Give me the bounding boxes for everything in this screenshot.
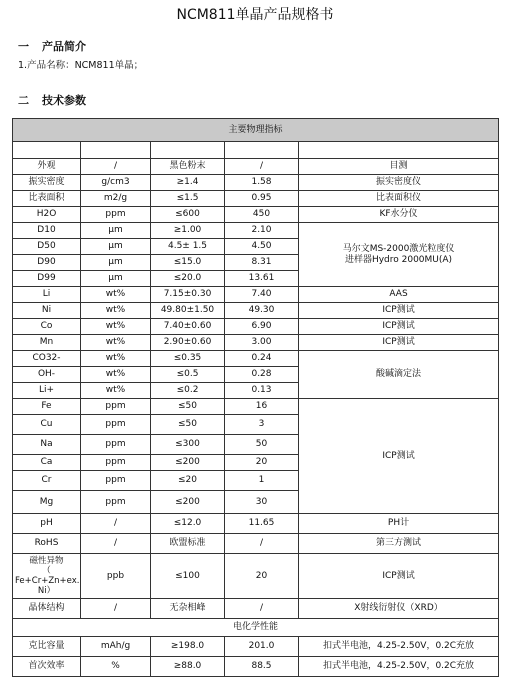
value-cell: / (225, 534, 299, 554)
table-row (13, 657, 499, 677)
spec-table (12, 118, 499, 677)
unit-cell: μm (81, 271, 151, 287)
unit-cell: / (81, 599, 151, 619)
item-cell: Fe (13, 399, 81, 415)
item-cell: Ca (13, 455, 81, 471)
item-cell: OH- (13, 367, 81, 383)
item-cell: D90 (13, 255, 81, 271)
table-row (13, 207, 499, 223)
document-title: NCM811单晶产品规格书 (176, 7, 334, 23)
spec-cell: ≤20.0 (151, 271, 225, 287)
spec-cell: 4.5± 1.5 (151, 239, 225, 255)
method-cell: 第三方测试 (299, 534, 499, 554)
value-cell: 11.65 (225, 514, 299, 534)
item-cell: Co (13, 319, 81, 335)
unit-cell: % (81, 657, 151, 677)
value-cell: 1 (225, 471, 299, 491)
spec-cell: ≤0.5 (151, 367, 225, 383)
unit-cell: wt% (81, 287, 151, 303)
method-cell: ICP测试 (299, 303, 499, 319)
method-cell: 扣式半电池，4.25-2.50V，0.2C充放 (299, 637, 499, 657)
spec-cell: ≤300 (151, 435, 225, 455)
item-cell: RoHS (13, 534, 81, 554)
unit-cell: ppb (81, 554, 151, 599)
spec-cell: 49.80±1.50 (151, 303, 225, 319)
value-cell: 50 (225, 435, 299, 455)
item-cell: 振实密度 (13, 175, 81, 191)
item-cell: pH (13, 514, 81, 534)
unit-cell: ppm (81, 435, 151, 455)
unit-cell: ppm (81, 399, 151, 415)
unit-cell: g/cm3 (81, 175, 151, 191)
spec-cell: ≤1.5 (151, 191, 225, 207)
value-cell: 201.0 (225, 637, 299, 657)
item-cell: H2O (13, 207, 81, 223)
unit-cell: / (81, 534, 151, 554)
section-2-title: 技术参数 (42, 94, 86, 107)
method-cell: AAS (299, 287, 499, 303)
method-cell: ICP测试 (299, 335, 499, 351)
value-cell: / (225, 599, 299, 619)
item-cell: D99 (13, 271, 81, 287)
table-row (13, 303, 499, 319)
table-header-row (13, 119, 499, 142)
item-cell: 外观 (13, 159, 81, 175)
item-cell: D50 (13, 239, 81, 255)
value-cell: 30 (225, 491, 299, 514)
method-cell: X射线衍射仪（XRD） (299, 599, 499, 619)
method-cell: 目测 (299, 159, 499, 175)
section-2-heading (18, 92, 86, 108)
table-row (13, 159, 499, 175)
laser-method-line-1: 马尔文MS-2000激光粒度仪 (342, 243, 455, 254)
spec-cell: ≥1.00 (151, 223, 225, 239)
item-cell: CO32- (13, 351, 81, 367)
unit-cell: m2/g (81, 191, 151, 207)
table-row (13, 191, 499, 207)
table-row (13, 514, 499, 534)
unit-cell: μm (81, 255, 151, 271)
unit-cell: / (81, 159, 151, 175)
item-cell: 磁性异物 （ Fe+Cr+Zn+ex. Ni） (13, 554, 81, 599)
table-row (13, 319, 499, 335)
table-row (13, 554, 499, 599)
spec-cell: 无杂相峰 (151, 599, 225, 619)
unit-cell: wt% (81, 335, 151, 351)
item-cell: 比表面积 (13, 191, 81, 207)
value-cell: 0.28 (225, 367, 299, 383)
value-cell: 8.31 (225, 255, 299, 271)
method-cell: 比表面积仪 (299, 191, 499, 207)
item-cell: 首次效率 (13, 657, 81, 677)
method-cell: 振实密度仪 (299, 175, 499, 191)
spec-cell: ≤200 (151, 455, 225, 471)
value-cell: 4.50 (225, 239, 299, 255)
spec-cell: ≤15.0 (151, 255, 225, 271)
unit-cell: wt% (81, 319, 151, 335)
item-cell: Mn (13, 335, 81, 351)
section-2-number: 二 (18, 94, 29, 107)
item-cell: Na (13, 435, 81, 455)
method-cell: ICP测试 (299, 554, 499, 599)
table-row (13, 175, 499, 191)
spec-cell: ≤200 (151, 491, 225, 514)
acid-method-cell: 酸碱滴定法 (299, 351, 499, 399)
spec-cell: ≤50 (151, 399, 225, 415)
value-cell: 20 (225, 455, 299, 471)
table-row (13, 399, 499, 415)
value-cell: 16 (225, 399, 299, 415)
value-cell: 88.5 (225, 657, 299, 677)
section-1-number: 一 (18, 40, 29, 53)
physical-properties-header: 主要物理指标 (13, 119, 499, 142)
item-cell: Ni (13, 303, 81, 319)
value-cell: 6.90 (225, 319, 299, 335)
unit-cell: ppm (81, 207, 151, 223)
unit-cell: wt% (81, 351, 151, 367)
spec-cell: ≤600 (151, 207, 225, 223)
table-row (13, 599, 499, 619)
value-cell: 0.13 (225, 383, 299, 399)
method-cell: KF水分仪 (299, 207, 499, 223)
table-row (13, 335, 499, 351)
spec-cell: 2.90±0.60 (151, 335, 225, 351)
item-cell: 晶体结构 (13, 599, 81, 619)
spec-cell: ≥88.0 (151, 657, 225, 677)
spec-cell: 黑色粉末 (151, 159, 225, 175)
value-cell: 3.00 (225, 335, 299, 351)
unit-cell: ppm (81, 455, 151, 471)
method-cell: 扣式半电池，4.25-2.50V，0.2C充放 (299, 657, 499, 677)
item-cell: Cu (13, 415, 81, 435)
value-cell: 1.58 (225, 175, 299, 191)
spec-cell: ≤12.0 (151, 514, 225, 534)
table-row (13, 351, 499, 367)
table-row (13, 534, 499, 554)
item-cell: D10 (13, 223, 81, 239)
item-cell: Li+ (13, 383, 81, 399)
table-row (13, 637, 499, 657)
unit-cell: wt% (81, 383, 151, 399)
unit-cell: mAh/g (81, 637, 151, 657)
spec-cell: 7.40±0.60 (151, 319, 225, 335)
unit-cell: ppm (81, 491, 151, 514)
item-cell: Cr (13, 471, 81, 491)
spec-cell: ≥198.0 (151, 637, 225, 657)
unit-cell: ppm (81, 471, 151, 491)
item-cell: Li (13, 287, 81, 303)
section-1-heading (18, 38, 86, 54)
spec-cell: ≤20 (151, 471, 225, 491)
unit-cell: wt% (81, 303, 151, 319)
value-cell: / (225, 159, 299, 175)
value-cell: 7.40 (225, 287, 299, 303)
spec-cell: ≥1.4 (151, 175, 225, 191)
spec-cell: 7.15±0.30 (151, 287, 225, 303)
unit-cell: μm (81, 223, 151, 239)
value-cell: 20 (225, 554, 299, 599)
unit-cell: ppm (81, 415, 151, 435)
section-1-title: 产品简介 (42, 40, 86, 53)
electrochemical-header: 电化学性能 (13, 619, 499, 637)
table-row (13, 223, 499, 239)
value-cell: 450 (225, 207, 299, 223)
value-cell: 0.24 (225, 351, 299, 367)
method-cell: ICP测试 (299, 319, 499, 335)
item-cell: Mg (13, 491, 81, 514)
product-name-line: 1.产品名称：NCM811单晶； (18, 60, 144, 71)
unit-cell: wt% (81, 367, 151, 383)
value-cell: 49.30 (225, 303, 299, 319)
impurity-method-cell: ICP测试 (299, 399, 499, 514)
value-cell: 3 (225, 415, 299, 435)
value-cell: 0.95 (225, 191, 299, 207)
laser-method-line-2: 进样器Hydro 2000MU(A) (344, 254, 453, 265)
spec-cell: 欧盟标准 (151, 534, 225, 554)
laser-method-cell (299, 223, 499, 287)
spec-cell: ≤50 (151, 415, 225, 435)
unit-cell: / (81, 514, 151, 534)
value-cell: 2.10 (225, 223, 299, 239)
spec-cell: ≤100 (151, 554, 225, 599)
blank-row (13, 142, 499, 159)
table-row (13, 287, 499, 303)
electrochemical-header-row (13, 619, 499, 637)
value-cell: 13.61 (225, 271, 299, 287)
spec-cell: ≤0.35 (151, 351, 225, 367)
item-cell: 克比容量 (13, 637, 81, 657)
spec-cell: ≤0.2 (151, 383, 225, 399)
unit-cell: μm (81, 239, 151, 255)
method-cell: PH计 (299, 514, 499, 534)
